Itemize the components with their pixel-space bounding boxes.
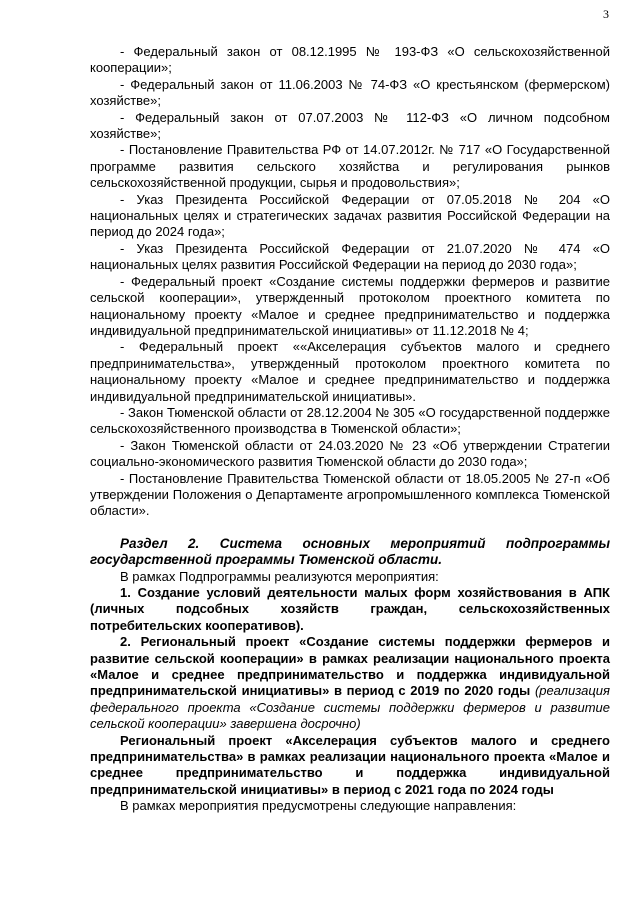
- law-item: - Постановление Правительства РФ от 14.07.2012г. № 717 «О Государственной программе развития сельского хозяйства и регулирования рынков сельскохозяйственной продукции, сырья и продовольствия»;: [90, 142, 610, 191]
- closing-paragraph: В рамках мероприятия предусмотрены следующие направления:: [120, 798, 517, 814]
- section-title: Раздел 2. Система основных мероприятий подпрограммы государственной программы Тюменской области.: [90, 535, 610, 568]
- law-item: - Федеральный закон от 07.07.2003 № 112-ФЗ «О личном подсобном хозяйстве»;: [90, 109, 610, 142]
- document-body: [90, 44, 610, 815]
- law-item: - Федеральный проект «Создание системы поддержки фермеров и развитие сельской кооперации», утвержденный протоколом проектного комитета по национальному проекту «Малое и среднее предпринимательство и поддержка индивидуальной предпринимательской инициативы» от 11.12.2018 № 4;: [90, 273, 610, 338]
- measure-item-3: Региональный проект «Акселерация субъектов малого и среднего предпринимательства» в рамках реализации национального проекта «Малое и среднее предпринимательство и поддержка индивидуальной предпринимательской инициативы» в период с 2021 года по 2024 годы: [90, 732, 610, 797]
- section-gap: [90, 520, 610, 536]
- measure-item-1: 1. Создание условий деятельности малых форм хозяйствования в АПК (личных подсобных хозяйств граждан, сельскохозяйственных потребительских кооперативов).: [90, 585, 610, 633]
- law-item: - Закон Тюменской области от 28.12.2004 № 305 «О государственной поддержке сельскохозяйственного производства в Тюменской области»;: [90, 404, 610, 437]
- law-item: - Федеральный проект ««Акселерация субъектов малого и среднего предпринимательства», утвержденный протоколом проектного комитета по национальному проекту «Малое и среднее предпринимательство и поддержка индивидуальной предпринимательской инициативы».: [90, 339, 610, 404]
- measure-item-2: [90, 634, 610, 732]
- page-number: 3: [603, 7, 609, 21]
- law-item: - Постановление Правительства Тюменской области от 18.05.2005 № 27-п «Об утверждении Положения о Департаменте агропромышленного комплекса Тюменской области».: [90, 470, 610, 519]
- law-item: - Указ Президента Российской Федерации от 07.05.2018 № 204 «О национальных целях и стратегических задачах развития Российской Федерации на период до 2024 года»;: [90, 191, 610, 240]
- law-item: - Закон Тюменской области от 24.03.2020 № 23 «Об утверждении Стратегии социально-экономического развития Тюменской области до 2030 года»;: [90, 437, 610, 470]
- law-item: - Федеральный закон от 08.12.1995 № 193-ФЗ «О сельскохозяйственной кооперации»;: [90, 44, 610, 76]
- law-item: - Указ Президента Российской Федерации от 21.07.2020 № 474 «О национальных целях развития Российской Федерации на период до 2030 года»;: [90, 240, 610, 273]
- measure-item-2-note: (реализация федерального проекта «Создание системы поддержки фермеров и развитие сельской кооперации» завершена досрочно): [90, 683, 610, 732]
- measure-item-2-title: 2. Региональный проект «Создание системы поддержки фермеров и развитие сельской кооперации» в рамках реализации национального проекта «Малое и среднее предпринимательство и поддержка индивидуальной предпринимательской инициативы» в период с 2019 по 2020 годы: [90, 634, 610, 699]
- intro-paragraph: В рамках Подпрограммы реализуются мероприятия:: [120, 568, 439, 584]
- law-item: - Федеральный закон от 11.06.2003 № 74-ФЗ «О крестьянском (фермерском) хозяйстве»;: [90, 76, 610, 109]
